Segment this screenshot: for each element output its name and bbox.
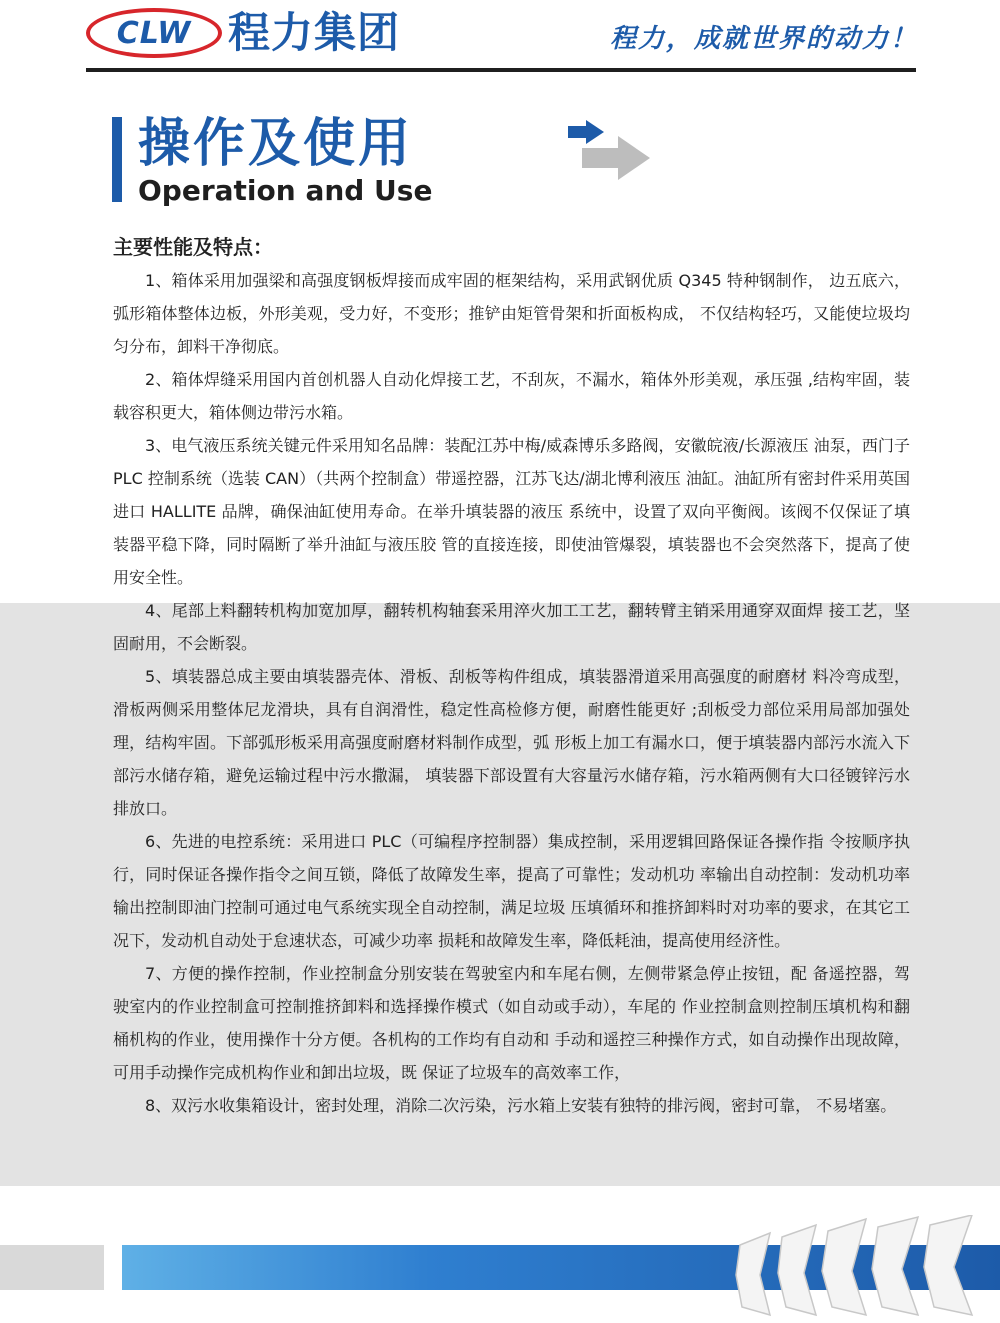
logo-abbr: CLW [116, 15, 192, 51]
company-logo [86, 8, 456, 60]
section-heading: 主要性能及特点： [113, 235, 273, 259]
feature-paragraph-8: 8、双污水收集箱设计，密封处理，消除二次污染，污水箱上安装有独特的排污阀，密封可靠， 不易堵塞。 [145, 1096, 897, 1115]
header-divider [86, 68, 916, 72]
header-slogan: 程力，成就世界的动力！ [609, 24, 918, 54]
logo-company-name: 程力集团 [228, 8, 401, 57]
logo-emblem [86, 8, 222, 58]
feature-paragraph-5: 5、填装器总成主要由填装器壳体、滑板、刮板等构件组成，填装器滑道采用高强度的耐磨材 料冷弯成型，滑板两侧采用整体尼龙滑块，具有自润滑性，稳定性高检修方便，耐磨性能更好 ;刮板受力部位采用局部加强处理，结构牢固。下部弧形板采用高强度耐磨材料制作成型，弧 形板上加工有漏水口，便于填装器内部污水流入下部污水储存箱，避免运输过程中污水撒漏， 填装器下部设置有大容量污水储存箱，污水箱两侧有大口径镀锌污水排放口。 [113, 667, 910, 818]
feature-paragraph-4: 4、尾部上料翻转机构加宽加厚，翻转机构轴套采用淬火加工工艺，翻转臂主销采用通穿双面焊 接工艺，坚固耐用，不会断裂。 [113, 601, 910, 653]
feature-list [113, 264, 910, 1122]
feature-paragraph-7: 7、方便的操作控制，作业控制盒分别安装在驾驶室内和车尾右侧，左侧带紧急停止按钮，配 备遥控器，驾驶室内的作业控制盒可控制推挤卸料和选择操作模式（如自动或手动），车尾的 作业控制盒则控制压填机构和翻桶机构的作业，使用操作十分方便。各机构的工作均有自动和 手动和遥控三种操作方式，如自动操作出现故障，可用手动操作完成机构作业和卸出垃圾，既 保证了垃圾车的高效率工作， [113, 964, 910, 1082]
feature-paragraph-1: 1、箱体采用加强梁和高强度钢板焊接而成牢固的框架结构，采用武钢优质 Q345 特种钢制作， 边五底六，弧形箱体整体边板，外形美观，受力好，不变形；推铲由矩管骨架和折面板构成， 不仅结构轻巧，又能使垃圾均匀分布，卸料干净彻底。 [113, 271, 910, 356]
footer-gray-block [0, 1245, 104, 1290]
page-subtitle: Operation and Use [138, 174, 433, 207]
page-title: 操作及使用 [138, 114, 414, 174]
feature-paragraph-2: 2、箱体焊缝采用国内首创机器人自动化焊接工艺，不刮灰，不漏水，箱体外形美观，承压强 ,结构牢固，装载容积更大，箱体侧边带污水箱。 [113, 370, 910, 422]
feature-paragraph-3: 3、电气液压系统关键元件采用知名品牌：装配江苏中梅/威森博乐多路阀，安徽皖液/长源液压 油泵，西门子 PLC 控制系统（选装 CAN）（共两个控制盒）带遥控器，江苏飞达/湖北博利液压 油缸。油缸所有密封件采用英国进口 HALLITE 品牌，确保油缸使用寿命。在举升填装器的液压 系统中，设置了双向平衡阀。该阀不仅保证了填装器平稳下降，同时隔断了举升油缸与液压胶 管的直接连接，即使油管爆裂，填装器也不会突然落下，提高了使用安全性。 [113, 436, 910, 587]
feature-paragraph-6: 6、先进的电控系统：采用进口 PLC（可编程序控制器）集成控制，采用逻辑回路保证各操作指 令按顺序执行，同时保证各操作指令之间互锁，降低了故障发生率，提高了可靠性；发动机功 率输出自动控制：发动机功率输出控制即油门控制可通过电气系统实现全自动控制，满足垃圾 压填循环和推挤卸料时对功率的要求，在其它工况下，发动机自动处于怠速状态，可减少功率 损耗和故障发生率，降低耗油，提高使用经济性。 [113, 832, 910, 950]
footer-chevrons-decoration [730, 1215, 1000, 1323]
arrow-right-icon [560, 118, 655, 182]
title-accent-bar [112, 117, 122, 202]
